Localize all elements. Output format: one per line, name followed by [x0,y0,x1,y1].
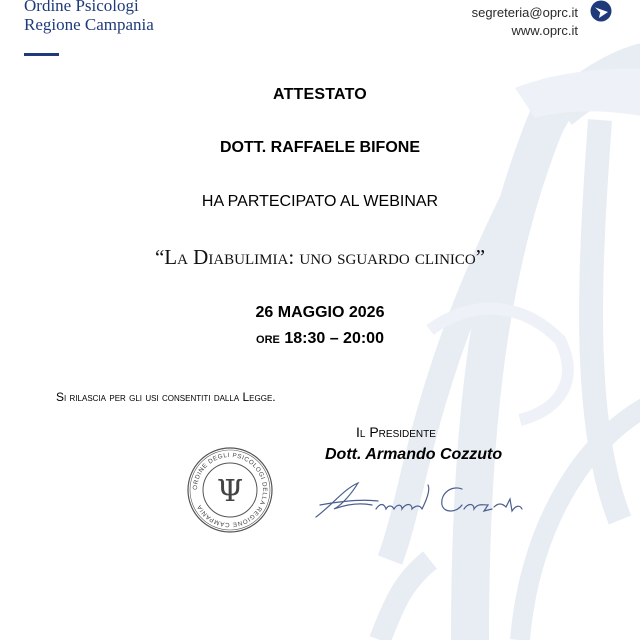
time-range: 18:30 – 20:00 [284,330,384,347]
contact-info [472,0,578,40]
email-text: segreteria@oprc.it [471,5,578,20]
webinar-title: “La Diabulimia: uno sguardo clinico” [154,245,486,269]
signatory-name: Dott. Armando Cozzuto [325,446,503,463]
time-prefix: ore [256,330,280,347]
send-icon [590,0,612,22]
psi-symbol: Ψ [216,474,244,509]
legal-statement: Si rilascia per gli usi consentiti dalla Legge. [56,390,276,404]
participation-text: HA PARTECIPATO AL WEBINAR [201,193,439,210]
event-date: 26 MAGGIO 2026 [255,304,385,321]
organization-name-line1: Ordine Psicologi [24,0,139,15]
organization-name-line2: Regione Campania [24,15,154,34]
signatory-role: Il Presidente [356,424,436,440]
official-seal [186,446,274,534]
certificate-title: ATTESTATO [273,86,367,103]
event-time [0,330,640,348]
recipient-name: DOTT. RAFFAELE BIFONE [220,139,420,156]
organization-name [24,0,154,34]
seal-text: ORDINE DEGLI PSICOLOGI DELLA REGIONE CAMPANIA [191,451,269,529]
website-text: www.oprc.it [511,23,578,38]
handwritten-signature [312,475,524,525]
header-divider [24,53,59,56]
